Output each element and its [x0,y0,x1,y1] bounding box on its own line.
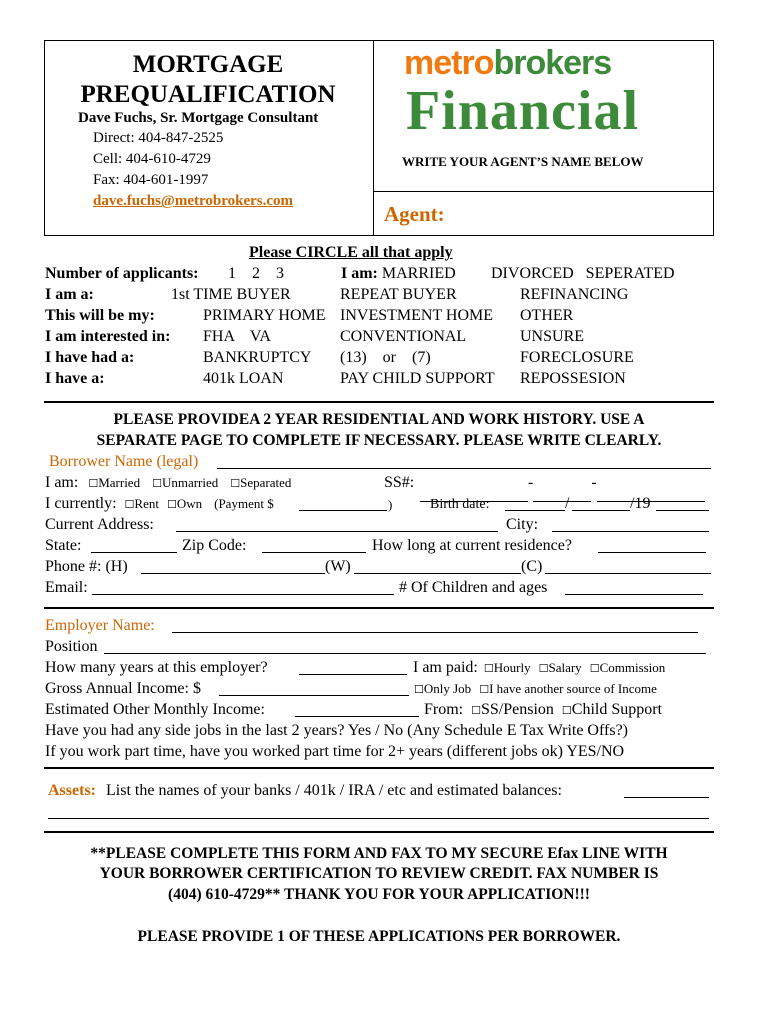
option-chapter[interactable]: (13) or (7) [340,349,431,366]
assets-instruction: List the names of your banks / 401k / IRA / etc and estimated balances: [106,782,562,799]
option-refinancing[interactable]: REFINANCING [520,286,629,303]
other-monthly-label: Estimated Other Monthly Income: [45,701,265,718]
marital-options-other[interactable]: DIVORCED SEPERATED [491,265,675,282]
email-field[interactable] [92,594,394,595]
residence-duration-field[interactable] [598,552,706,553]
obligation-label: I have a: [45,370,105,387]
pay-type-row: I am paid: ☐Hourly ☐Salary ☐Commission [413,659,666,676]
checkbox-separated[interactable]: ☐ [230,477,241,490]
history-instruction-1: PLEASE PROVIDEA 2 YEAR RESIDENTIAL AND WORK HISTORY. USE A [113,411,645,428]
phone-home-field[interactable] [141,573,325,574]
years-employed-label: How many years at this employer? [45,659,268,676]
option-repossession[interactable]: REPOSSESION [520,370,626,387]
circle-heading: Please CIRCLE all that apply [249,244,453,261]
section-divider-3 [44,767,714,769]
employer-name-label: Employer Name: [45,617,155,634]
side-jobs-question[interactable]: Have you had any side jobs in the last 2 years? Yes / No (Any Schedule E Tax Write Offs?) [45,722,629,739]
footer-line-3: (404) 610-4729** THANK YOU FOR YOUR APPLICATION!!! [168,886,590,903]
housing-status-row: I currently: ☐Rent ☐Own (Payment $ [45,495,274,512]
logo-financial-text: Financial [406,80,640,142]
section-divider-1 [44,401,714,403]
assets-field-1[interactable] [624,797,709,798]
checkbox-rent[interactable]: ☐ [124,498,135,511]
current-address-field[interactable] [176,531,498,532]
history-instruction-2: SEPARATE PAGE TO COMPLETE IF NECESSARY. PLEASE WRITE CLEARLY. [96,432,662,449]
consultant-name: Dave Fuchs, Sr. Mortgage Consultant [78,110,319,126]
company-logo [404,44,611,84]
birth-month-field[interactable] [505,510,565,511]
option-fha-va[interactable]: FHA VA [203,328,271,345]
position-field[interactable] [104,653,706,654]
ss-number-field[interactable]: - - [420,489,709,507]
checkbox-only-job[interactable]: ☐ [414,683,424,696]
other-income-source-row: From: ☐SS/Pension ☐Child Support [424,701,663,718]
checkbox-own[interactable]: ☐ [166,498,177,511]
birth-year-prefix: /19 [630,495,651,512]
assets-row [48,782,562,800]
option-first-time-buyer[interactable]: 1st TIME BUYER [171,286,291,303]
children-field[interactable] [565,594,703,595]
consultant-email-link[interactable]: dave.fuchs@metrobrokers.com [93,193,294,209]
loan-interest-label: I am interested in: [45,328,171,345]
option-bankruptcy[interactable]: BANKRUPTCY [203,349,312,366]
birth-date-label: Birth date: [430,497,490,512]
gross-income-field[interactable] [219,695,409,696]
footer-line-4: PLEASE PROVIDE 1 OF THESE APPLICATIONS PER BORROWER. [137,928,621,945]
residence-duration-label: How long at current residence? [372,537,572,554]
option-unsure[interactable]: UNSURE [520,328,585,345]
assets-field-2[interactable] [48,818,709,819]
marital-option-married[interactable]: I am: MARRIED [341,265,456,282]
agent-instruction: WRITE YOUR AGENT’S NAME BELOW [402,154,644,169]
section-divider-4 [44,831,714,833]
other-monthly-field[interactable] [295,716,419,717]
title-line-2: PREQUALIFICATION [80,81,336,108]
footer-line-1: **PLEASE COMPLETE THIS FORM AND FAX TO MY SECURE Efax LINE WITH [90,845,668,862]
logo-metro-text: metro [404,44,494,82]
birth-separator: / [565,495,570,512]
birth-day-field[interactable] [572,510,630,511]
employer-name-field[interactable] [172,632,698,633]
home-type-label: This will be my: [45,307,155,324]
applicants-label: Number of applicants: [45,265,199,282]
state-field[interactable] [91,552,177,553]
agent-divider [373,191,714,192]
borrower-name-field[interactable] [217,468,711,469]
agent-label: Agent: [384,202,445,226]
checkbox-married[interactable]: ☐ [88,477,99,490]
checkbox-another-source[interactable]: ☐ [479,683,490,696]
phone-work-label: (W) [325,558,351,575]
logo-brokers-text: brokers [493,44,612,82]
state-label: State: [45,537,82,554]
payment-close: ) [388,497,393,512]
city-label: City: [506,516,539,533]
phone-home-label: Phone #: (H) [45,558,128,575]
section-divider-2 [44,607,714,609]
footer-line-2: YOUR BORROWER CERTIFICATION TO REVIEW CREDIT. FAX NUMBER IS [99,865,659,882]
assets-label: Assets: [48,782,96,799]
phone-work-field[interactable] [354,573,521,574]
option-401k-loan[interactable]: 401k LOAN [203,370,284,387]
phone-cell-label: (C) [521,558,543,575]
checkbox-hourly[interactable]: ☐ [483,662,494,675]
marital-status-row: I am: ☐Married ☐Unmarried ☐Separated [45,474,292,491]
history-event-label: I have had a: [45,349,135,366]
fax-number: Fax: 404-601-1997 [93,172,209,188]
checkbox-child-support[interactable]: ☐ [561,704,572,717]
buyer-type-label: I am a: [45,286,94,303]
option-other[interactable]: OTHER [520,307,574,324]
income-source-row: ☐Only Job ☐I have another source of Income [414,681,657,696]
option-child-support[interactable]: PAY CHILD SUPPORT [340,370,495,387]
children-label: # Of Children and ages [399,579,548,596]
direct-phone: Direct: 404-847-2525 [93,130,224,146]
title-line-1: MORTGAGE [132,51,284,78]
header-divider [373,40,374,236]
gross-income-label: Gross Annual Income: $ [45,680,201,697]
option-foreclosure[interactable]: FORECLOSURE [520,349,634,366]
city-field[interactable] [552,531,709,532]
option-conventional[interactable]: CONVENTIONAL [340,328,467,345]
email-label: Email: [45,579,88,596]
option-primary-home[interactable]: PRIMARY HOME [203,307,326,324]
ss-label: SS#: [384,474,415,491]
current-address-label: Current Address: [45,516,154,533]
borrower-name-label: Borrower Name (legal) [49,453,199,470]
birth-year-field[interactable] [656,510,709,511]
position-label: Position [45,638,98,655]
payment-amount-field[interactable] [299,510,387,511]
years-employed-field[interactable] [299,674,407,675]
cell-phone: Cell: 404-610-4729 [93,151,211,167]
checkbox-salary[interactable]: ☐ [538,662,549,675]
part-time-question[interactable]: If you work part time, have you worked part time for 2+ years (different jobs ok) YES/NO [45,743,625,760]
zip-label: Zip Code: [182,537,247,554]
applicants-options[interactable]: 1 2 3 [228,265,284,282]
checkbox-unmarried[interactable]: ☐ [152,477,162,490]
phone-cell-field[interactable] [545,573,711,574]
checkbox-commission[interactable]: ☐ [589,662,600,675]
option-repeat-buyer[interactable]: REPEAT BUYER [340,286,457,303]
checkbox-ss-pension[interactable]: ☐ [471,704,481,717]
zip-field[interactable] [262,552,366,553]
option-investment-home[interactable]: INVESTMENT HOME [340,307,494,324]
